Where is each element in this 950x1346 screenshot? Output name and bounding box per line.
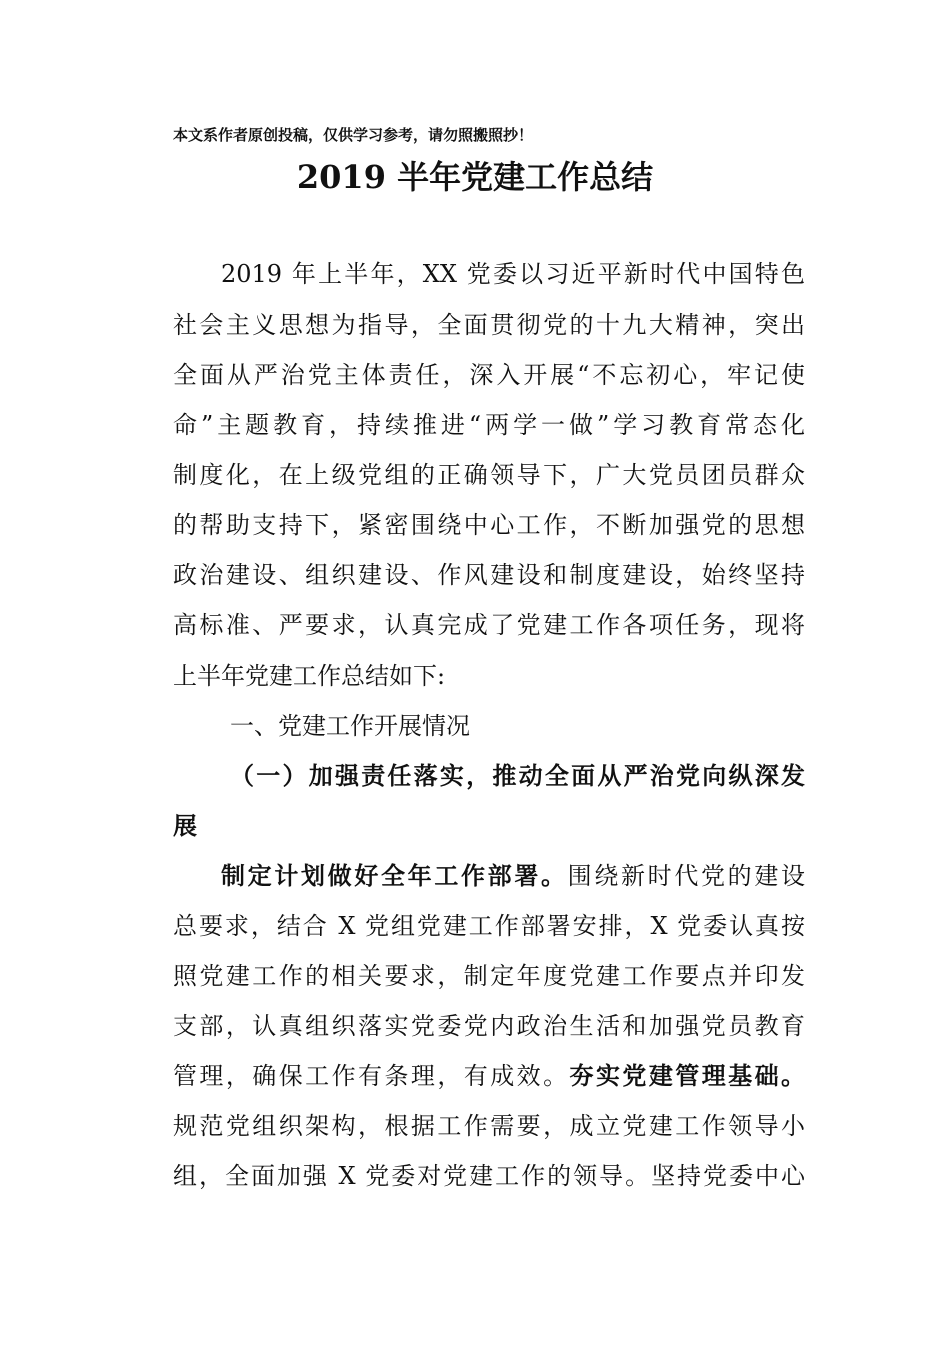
para2-line-1	[221, 861, 805, 891]
para2-line-5	[173, 1061, 805, 1091]
subsection-heading-1-line-2: 展	[173, 812, 197, 840]
para2-line-5-text: 管理，确保工作有条理，有成效。	[173, 1062, 570, 1090]
para2-line-1-rest: 围绕新时代党的建设	[567, 862, 806, 890]
para2-line-4: 支部，认真组织落实党委党内政治生活和加强党员教育	[173, 1012, 805, 1040]
intro-line-6: 的帮助支持下，紧密围绕中心工作，不断加强党的思想	[173, 511, 805, 539]
intro-line-3: 全面从严治党主体责任，深入开展“不忘初心，牢记使	[173, 361, 805, 389]
document-title: 2019 半年党建工作总结	[296, 158, 654, 196]
intro-line-1: 2019 年上半年，XX 党委以习近平新时代中国特色	[221, 260, 805, 288]
intro-line-2: 社会主义思想为指导，全面贯彻党的十九大精神，突出	[173, 311, 805, 339]
para2-line-6: 规范党组织架构，根据工作需要，成立党建工作领导小	[173, 1112, 805, 1140]
intro-line-7: 政治建设、组织建设、作风建设和制度建设，始终坚持	[173, 561, 805, 589]
intro-line-4: 命”主题教育，持续推进“两学一做”学习教育常态化	[173, 411, 805, 439]
intro-line-5: 制度化，在上级党组的正确领导下，广大党员团员群众	[173, 461, 805, 489]
para2-lead-bold: 制定计划做好全年工作部署。	[221, 862, 568, 890]
para2-line-3: 照党建工作的相关要求，制定年度党建工作要点并印发	[173, 962, 805, 990]
para2-line-2: 总要求，结合 X 党组党建工作部署安排，X 党委认真按	[173, 912, 805, 940]
copyright-notice: 本文系作者原创投稿，仅供学习参考，请勿照搬照抄！	[173, 126, 534, 144]
intro-line-8: 高标准、严要求，认真完成了党建工作各项任务，现将	[173, 611, 805, 639]
section-heading-1: 一、党建工作开展情况	[230, 712, 470, 740]
para2-line-7: 组，全面加强 X 党委对党建工作的领导。坚持党委中心	[173, 1162, 805, 1190]
intro-line-9: 上半年党建工作总结如下:	[173, 662, 446, 690]
subsection-heading-1-line-1: （一）加强责任落实，推动全面从严治党向纵深发	[230, 762, 805, 790]
para2-line-5-bold: 夯实党建管理基础。	[569, 1062, 806, 1090]
